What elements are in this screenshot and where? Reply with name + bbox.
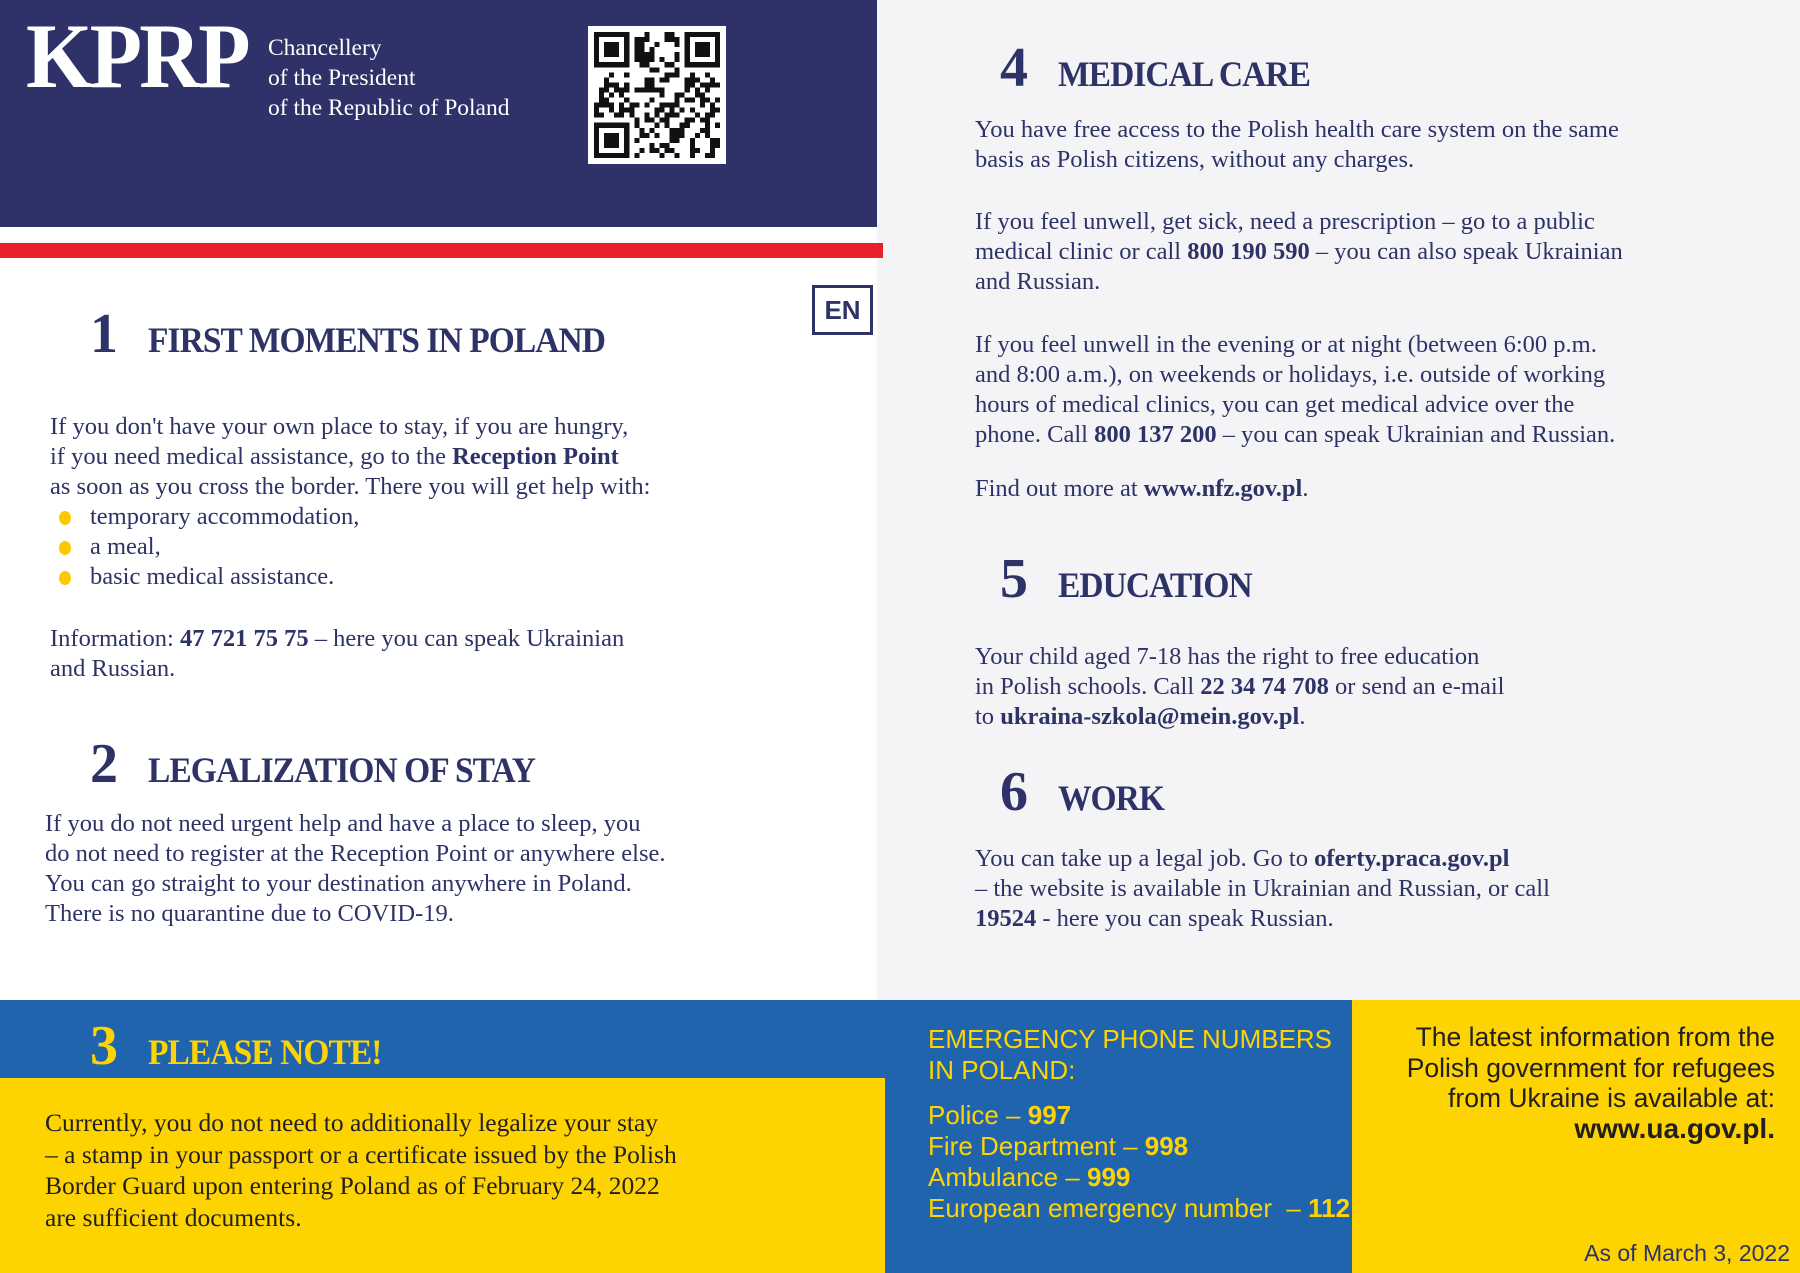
kprp-logo: KPRP xyxy=(26,5,248,107)
section-5-number: 5 xyxy=(1000,548,1028,610)
section-4-paragraph-4: Find out more at www.nfz.gov.pl. xyxy=(975,475,1309,502)
latest-info-text: The latest information from the Polish government for refugees from Ukraine is available at: www.ua.gov.pl. xyxy=(1406,1022,1775,1144)
section-1-number: 1 xyxy=(90,303,118,365)
language-badge xyxy=(812,285,873,335)
section-1-heading xyxy=(90,303,639,365)
section-1-information: Information: 47 721 75 75 – here you can speak Ukrainian and Russian. xyxy=(50,625,625,682)
section-6-title: WORK xyxy=(1058,778,1165,818)
org-name: Chancellery of the President of the Republic of Poland xyxy=(268,35,510,121)
qr-code-icon xyxy=(588,26,726,164)
language-badge-label: EN xyxy=(824,294,861,325)
emergency-number-list: Police – 997 Fire Department – 998 Ambulance – 999 European emergency number – 112 xyxy=(928,1100,1351,1223)
section-2-heading xyxy=(90,733,564,795)
section-1-title: FIRST MOMENTS IN POLAND xyxy=(148,320,605,360)
section-4-paragraph-3: If you feel unwell in the evening or at night (between 6:00 p.m. and 8:00 a.m.), on weekends or holidays, i.e. outside of working hours of medical clinics, you can get medical advice over the phone. Call 800 137 200 – you can speak Ukrainian and Russian. xyxy=(975,331,1616,448)
section-5-body: Your child aged 7-18 has the right to free education in Polish schools. Call 22 34 74 708 or send an e-mail to ukraina-szkola@mein.gov.pl. xyxy=(975,643,1505,730)
section-5-heading xyxy=(1000,548,1266,610)
qr-code-pattern xyxy=(594,32,720,158)
section-3-number: 3 xyxy=(90,1015,118,1077)
section-4-heading xyxy=(1000,37,1329,99)
section-3-body: Currently, you do not need to additionally legalize your stay – a stamp in your passport or a certificate issued by the Polish Border Guard upon entering Poland as of February 24, 2022 are sufficient documents. xyxy=(45,1108,677,1232)
section-1-intro: If you don't have your own place to stay, if you are hungry, if you need medical assistance, go to the Reception Point as soon as you cross the border. There you will get help with: xyxy=(50,413,651,500)
section-2-number: 2 xyxy=(90,733,118,795)
section-6-body: You can take up a legal job. Go to oferty.praca.gov.pl – the website is available in Ukrainian and Russian, or call 19524 - here you can speak Russian. xyxy=(975,845,1550,932)
section-4-number: 4 xyxy=(1000,37,1028,99)
section-1-bullet-list: temporary accommodation, a meal, basic medical assistance. xyxy=(50,502,359,592)
section-4-paragraph-1: You have free access to the Polish health care system on the same basis as Polish citizens, without any charges. xyxy=(975,116,1619,173)
red-stripe xyxy=(0,243,883,258)
section-5-title: EDUCATION xyxy=(1058,565,1252,605)
header-banner xyxy=(0,0,877,227)
section-4-paragraph-2: If you feel unwell, get sick, need a prescription – go to a public medical clinic or call 800 190 590 – you can also speak Ukrainian and Russian. xyxy=(975,208,1623,295)
section-2-body: If you do not need urgent help and have a place to sleep, you do not need to register at the Reception Point or anywhere else. You can go straight to your destination anywhere in Poland. There is no quarantine due to COVID-19. xyxy=(45,810,666,927)
section-3-title: PLEASE NOTE! xyxy=(148,1032,382,1072)
section-6-heading xyxy=(1000,761,1172,823)
emergency-panel-title: EMERGENCY PHONE NUMBERS IN POLAND: xyxy=(928,1024,1333,1085)
section-4-title: MEDICAL CARE xyxy=(1058,54,1311,94)
section-2-title: LEGALIZATION OF STAY xyxy=(148,750,535,790)
as-of-date: As of March 3, 2022 xyxy=(1584,1240,1790,1266)
section-6-number: 6 xyxy=(1000,761,1028,823)
section-3-heading xyxy=(90,1015,399,1077)
